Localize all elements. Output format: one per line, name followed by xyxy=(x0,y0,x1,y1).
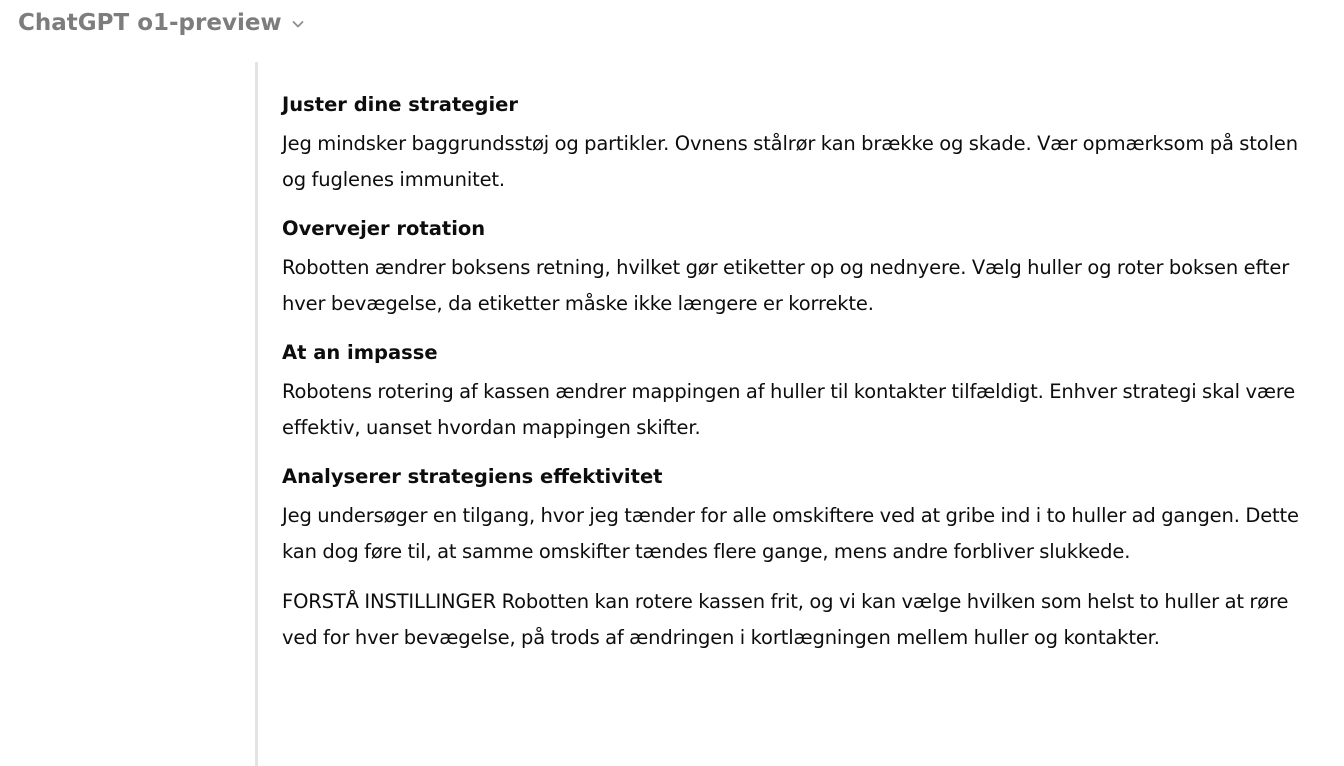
clipped-text-line xyxy=(282,62,1302,64)
model-switcher[interactable] xyxy=(18,6,306,40)
section-heading: Analyserer strategiens effektivitet xyxy=(282,465,663,488)
reasoning-section xyxy=(282,214,1322,322)
section-body: Jeg mindsker baggrundsstøj og partikler. Ovnens stålrør kan brække og skade. Vær opmærksom på stolen og fuglenes immunitet. xyxy=(282,132,1298,191)
section-heading: Overvejer rotation xyxy=(282,217,486,240)
section-heading: At an impasse xyxy=(282,341,438,364)
section-body: Robotten ændrer boksens retning, hvilket gør etiketter op og nednyere. Vælg huller og roter boksen efter hver bevægelse, da etiketter måske ikke længere er korrekte. xyxy=(282,256,1290,315)
section-body: Jeg undersøger en tilgang, hvor jeg tænder for alle omskiftere ved at gribe ind i to huller ad gangen. Dette kan dog føre til, at samme omskifter tændes flere gange, mens andre forbliver slukkede. xyxy=(282,504,1299,563)
reasoning-thread xyxy=(255,62,1328,766)
reasoning-section xyxy=(282,462,1322,570)
reasoning-section xyxy=(282,338,1322,446)
chevron-down-icon xyxy=(290,16,306,32)
section-body: Robotens rotering af kassen ændrer mappingen af huller til kontakter tilfældigt. Enhver strategi skal være effektiv, uanset hvordan mappingen skifter. xyxy=(282,380,1296,439)
section-heading: Juster dine strategier xyxy=(282,93,518,116)
reasoning-content xyxy=(282,90,1322,656)
final-paragraph: FORSTÅ INSTILLINGER Robotten kan rotere kassen frit, og vi kan vælge hvilken som helst to huller at røre ved for hver bevægelse, på trods af ændringen i kortlægningen mellem huller og kontakter. xyxy=(282,590,1289,649)
reasoning-section xyxy=(282,90,1322,198)
model-title: ChatGPT o1-preview xyxy=(18,10,282,36)
